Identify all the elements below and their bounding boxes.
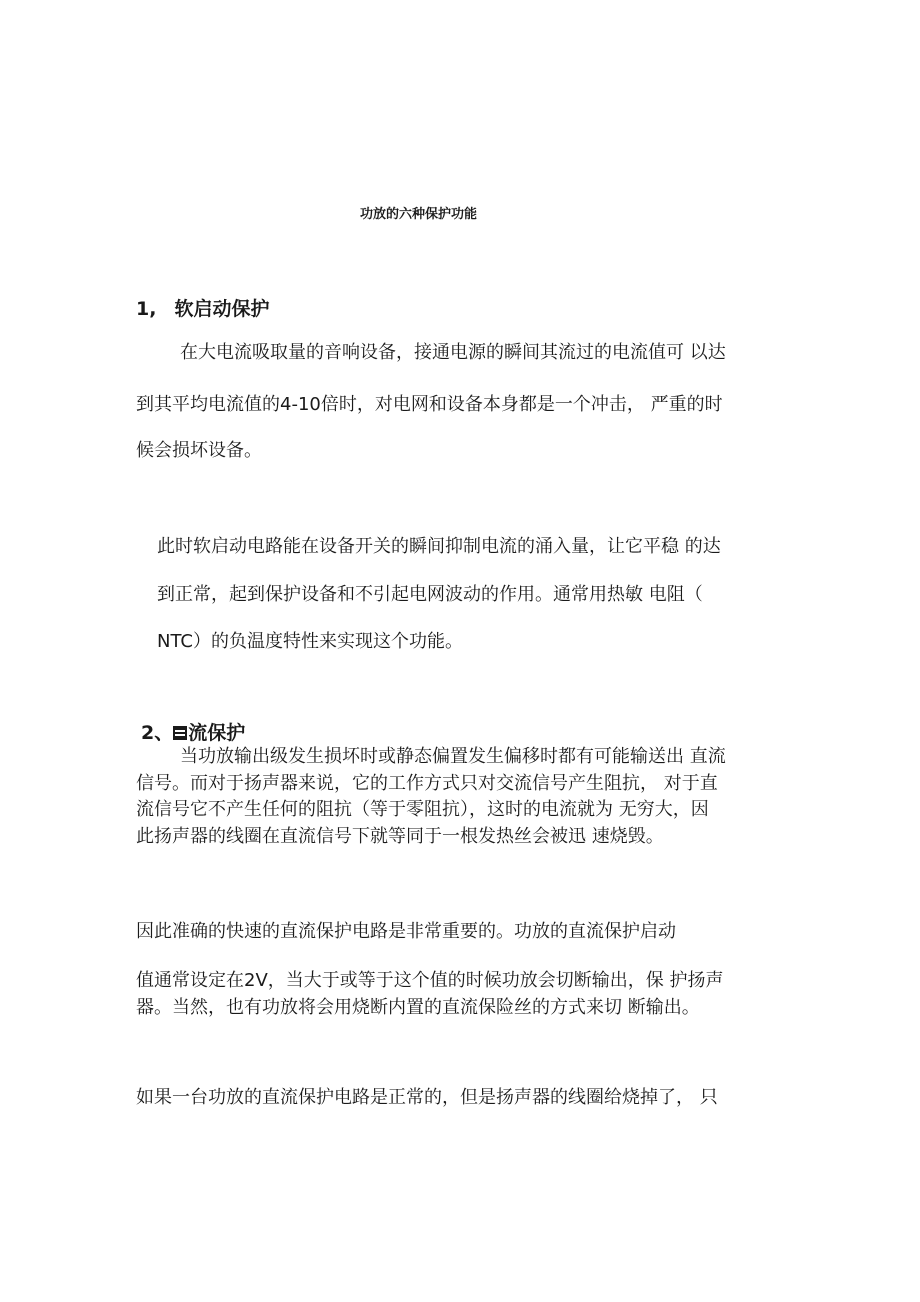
paragraph-line: 流信号它不产生任何的阻抗（等于零阻抗），这时的电流就为 无穷大，因 bbox=[136, 799, 709, 820]
section-2-heading-text: 流保护 bbox=[188, 722, 246, 744]
paragraph-line: 因此准确的快速的直流保护电路是非常重要的。功放的直流保护启动 bbox=[136, 921, 676, 942]
document-title: 功放的六种保护功能 bbox=[360, 207, 478, 222]
paragraph-line: 到其平均电流值的4-10倍时，对电网和设备本身都是一个冲击， 严重的时 bbox=[136, 394, 723, 415]
paragraph-line: 信号。而对于扬声器来说，它的工作方式只对交流信号产生阻抗， 对于直 bbox=[136, 773, 718, 794]
section-1-heading bbox=[136, 294, 269, 321]
paragraph-line: 当功放输出级发生损坏时或静态偏置发生偏移时都有可能输送出 直流 bbox=[180, 746, 726, 767]
paragraph-line: 在大电流吸取量的音响设备，接通电源的瞬间其流过的电流值可 以达 bbox=[180, 342, 726, 363]
section-1-heading-text: 软启动保护 bbox=[174, 298, 270, 320]
paragraph-line: 此扬声器的线圈在直流信号下就等同于一根发热丝会被迅 速烧毁。 bbox=[136, 826, 664, 847]
missing-glyph-icon bbox=[173, 726, 187, 740]
paragraph-line: 值通常设定在2V，当大于或等于这个值的时候功放会切断输出，保 护扬声 bbox=[136, 970, 724, 991]
section-2-number: 2、 bbox=[141, 722, 174, 744]
paragraph-line: 到正常，起到保护设备和不引起电网波动的作用。通常用热敏 电阻（ bbox=[157, 584, 703, 605]
paragraph-line: 如果一台功放的直流保护电路是正常的，但是扬声器的线圈给烧掉了， 只 bbox=[136, 1087, 718, 1108]
section-1-number: 1, bbox=[136, 298, 157, 320]
paragraph-line: NTC）的负温度特性来实现这个功能。 bbox=[157, 631, 463, 652]
paragraph-line: 候会损坏设备。 bbox=[136, 440, 262, 461]
paragraph-line: 器。当然，也有功放将会用烧断内置的直流保险丝的方式来切 断输出。 bbox=[136, 997, 700, 1018]
section-2-heading bbox=[141, 718, 245, 745]
paragraph-line: 此时软启动电路能在设备开关的瞬间抑制电流的涌入量，让它平稳 的达 bbox=[157, 536, 721, 557]
